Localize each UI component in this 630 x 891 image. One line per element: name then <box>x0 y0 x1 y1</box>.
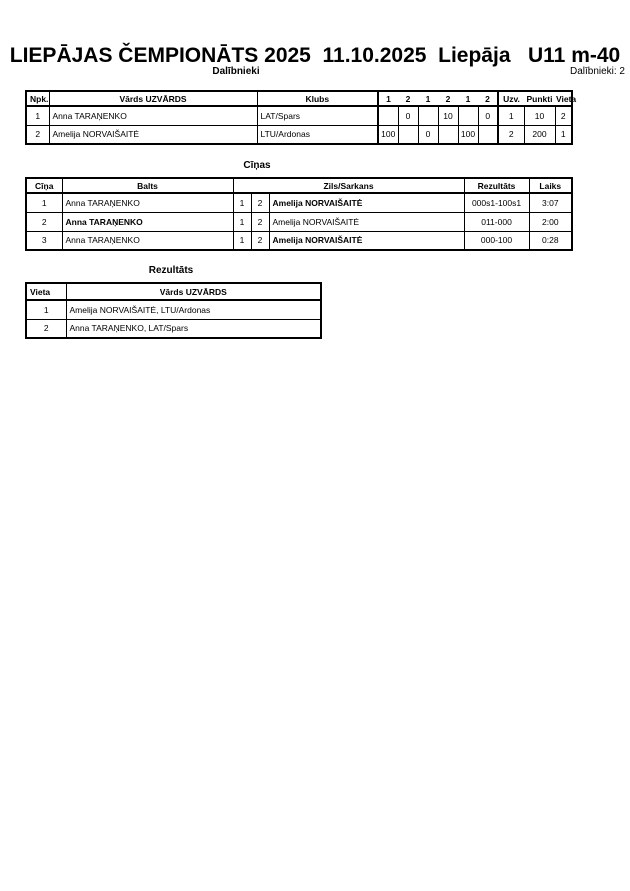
fight-time: 3:07 <box>529 193 572 212</box>
result-name: Anna TARAŅENKO, LAT/Spars <box>66 319 321 338</box>
participant-score: 100 <box>458 125 478 144</box>
participant-score <box>458 106 478 125</box>
participant-wins: 1 <box>498 106 524 125</box>
results-header-row <box>26 283 321 300</box>
page-title: LIEPĀJAS ČEMPIONĀTS 2025 11.10.2025 Liepāja U11 m-40 <box>9 44 621 67</box>
col-header-fight: Cīņa <box>26 178 62 193</box>
participant-name: Anna TARAŅENKO <box>49 106 257 125</box>
fight-time: 2:00 <box>529 212 572 231</box>
col-header-points: Punkti <box>524 91 555 106</box>
participant-name: Amelija NORVAIŠAITĖ <box>49 125 257 144</box>
participants-table <box>25 90 577 145</box>
result-name: Amelija NORVAIŠAITĖ, LTU/Ardonas <box>66 300 321 319</box>
fight-white-number: 1 <box>233 193 251 212</box>
col-header-name: Vārds UZVĀRDS <box>49 91 257 106</box>
fight-number: 3 <box>26 231 62 250</box>
participant-place: 2 <box>555 106 572 125</box>
col-header-white: Balts <box>62 178 233 193</box>
fights-header-row <box>26 178 572 193</box>
participant-club: LTU/Ardonas <box>257 125 378 144</box>
participants-header-row <box>26 91 572 106</box>
results-row <box>26 300 321 319</box>
participant-club: LAT/Spars <box>257 106 378 125</box>
fight-white-name: Anna TARAŅENKO <box>62 212 233 231</box>
col-header-place: Vieta <box>555 91 572 106</box>
col-header-round-2: 2 <box>398 91 418 106</box>
col-header-round-6: 2 <box>478 91 498 106</box>
participant-score: 100 <box>378 125 398 144</box>
participant-score: 0 <box>398 106 418 125</box>
result-place: 1 <box>26 300 66 319</box>
participant-score: 0 <box>418 125 438 144</box>
col-header-club: Klubs <box>257 91 378 106</box>
participant-npk: 2 <box>26 125 49 144</box>
col-header-bluered: Zils/Sarkans <box>233 178 464 193</box>
fights-table <box>25 177 573 251</box>
participant-score: 0 <box>478 106 498 125</box>
fight-bluered-number: 2 <box>251 193 269 212</box>
participant-score <box>478 125 498 144</box>
fight-result: 000s1-100s1 <box>464 193 529 212</box>
participant-row <box>26 125 572 144</box>
col-header-result: Rezultāts <box>464 178 529 193</box>
participant-score <box>378 106 398 125</box>
participant-points: 10 <box>524 106 555 125</box>
col-header-name: Vārds UZVĀRDS <box>66 283 321 300</box>
fight-bluered-name: Amelija NORVAIŠAITĖ <box>269 212 464 231</box>
fight-white-name: Anna TARAŅENKO <box>62 231 233 250</box>
participants-count-label: Dalībnieki: 2 <box>569 66 625 77</box>
participant-place: 1 <box>555 125 572 144</box>
col-header-wins: Uzv. <box>498 91 524 106</box>
col-header-time: Laiks <box>529 178 572 193</box>
fights-row <box>26 212 572 231</box>
fight-bluered-name: Amelija NORVAIŠAITĖ <box>269 193 464 212</box>
fight-result: 000-100 <box>464 231 529 250</box>
fight-white-name: Anna TARAŅENKO <box>62 193 233 212</box>
fight-bluered-number: 2 <box>251 212 269 231</box>
results-row <box>26 319 321 338</box>
participant-score <box>418 106 438 125</box>
col-header-round-5: 1 <box>458 91 478 106</box>
col-header-round-4: 2 <box>438 91 458 106</box>
participant-score <box>398 125 418 144</box>
results-table <box>25 282 322 339</box>
fights-row <box>26 193 572 212</box>
result-place: 2 <box>26 319 66 338</box>
participants-section-heading: Dalībnieki <box>212 66 260 77</box>
col-header-round-3: 1 <box>418 91 438 106</box>
participant-score: 10 <box>438 106 458 125</box>
col-header-round-1: 1 <box>378 91 398 106</box>
fights-section-heading: Cīņas <box>243 160 271 171</box>
fight-result: 011-000 <box>464 212 529 231</box>
participant-score <box>438 125 458 144</box>
participant-wins: 2 <box>498 125 524 144</box>
fight-bluered-name: Amelija NORVAIŠAITĖ <box>269 231 464 250</box>
fight-time: 0:28 <box>529 231 572 250</box>
fight-white-number: 1 <box>233 212 251 231</box>
fights-row <box>26 231 572 250</box>
fight-number: 2 <box>26 212 62 231</box>
participant-points: 200 <box>524 125 555 144</box>
results-section-heading: Rezultāts <box>148 265 194 276</box>
participant-row <box>26 106 572 125</box>
fight-bluered-number: 2 <box>251 231 269 250</box>
fight-white-number: 1 <box>233 231 251 250</box>
fight-number: 1 <box>26 193 62 212</box>
participant-npk: 1 <box>26 106 49 125</box>
col-header-place: Vieta <box>26 283 66 300</box>
col-header-npk: Npk. <box>26 91 49 106</box>
